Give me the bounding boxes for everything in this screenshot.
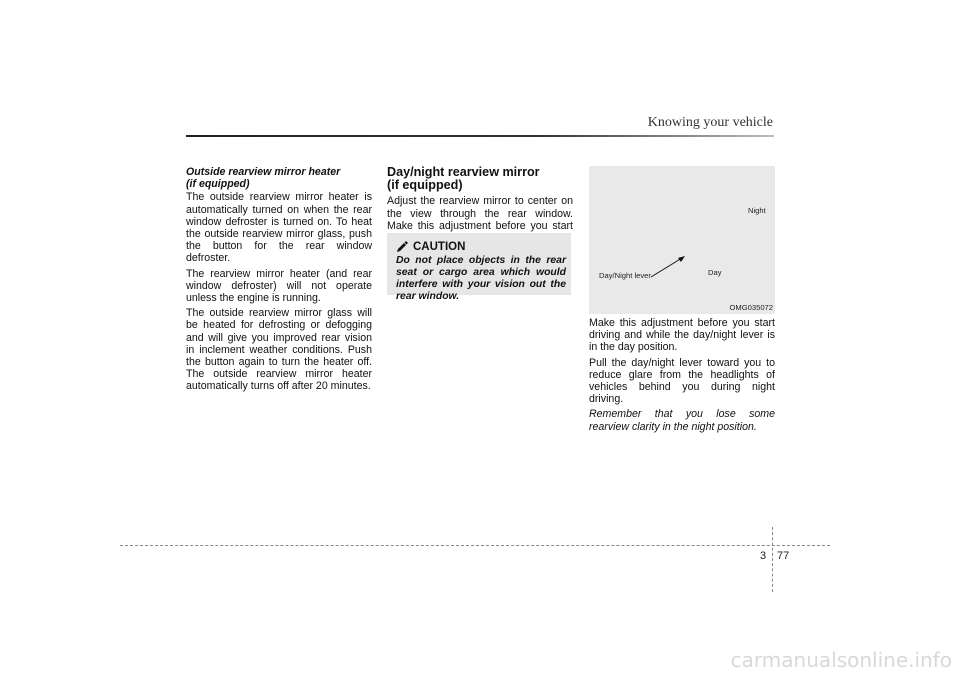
- section-title: Knowing your vehicle: [647, 115, 773, 130]
- paragraph: The outside rearview mirror heater is automatically turned on when the rear window defroster is turned on. To heat the outside rearview mirror glass, push the button for the rear window defroster.: [186, 191, 372, 265]
- header-rule: [186, 135, 774, 137]
- caution-pencil-icon: [396, 241, 408, 253]
- heading-day-night-mirror: [387, 166, 573, 192]
- column-mirror-heater: [186, 166, 372, 396]
- paragraph: The rearview mirror heater (and rear window defroster) will not operate unless the engine is running.: [186, 267, 372, 305]
- footer-divider: [772, 527, 773, 592]
- footer-rule: [120, 545, 830, 546]
- label-day: Day: [708, 268, 722, 277]
- watermark: carmanualsonline.info: [730, 648, 952, 672]
- section-number: 3: [760, 550, 767, 562]
- heading-line-2: (if equipped): [387, 178, 463, 193]
- caution-header: [396, 241, 465, 253]
- paragraph: Adjust the rearview mirror to center on the view through the rear window. Make this adjustment before you start: [387, 195, 573, 232]
- paragraph: Pull the day/night lever toward you to reduce glare from the headlights of vehicles behind you during night driving.: [589, 356, 775, 406]
- italic-note: Remember that you lose some rearview clarity in the night position.: [589, 408, 775, 433]
- mirror-figure: [589, 166, 775, 314]
- label-day-night-lever: Day/Night lever: [599, 271, 651, 280]
- caution-body: Do not place objects in the rear seat or cargo area which would interfere with your vision out the rear window.: [396, 255, 566, 302]
- paragraph: The outside rearview mirror glass will be heated for defrosting or defogging and will give you improved rear vision in inclement weather conditions. Push the button again to turn the heater off. The outside rearview mirror heater automatically turns off after 20 minutes.: [186, 307, 372, 393]
- paragraph: Make this adjustment before you start driving and while the day/night lever is in the day position.: [589, 317, 775, 354]
- label-night: Night: [748, 206, 766, 215]
- figure-code: OMG035072: [729, 303, 773, 312]
- caution-title: CAUTION: [413, 241, 466, 253]
- heading-line-1: Day/night rearview mirror: [387, 165, 540, 179]
- subheading-mirror-heater: Outside rearview mirror heater: [186, 166, 341, 178]
- page-number: 77: [777, 550, 790, 562]
- subheading-note: (if equipped): [186, 178, 250, 191]
- caution-box: [387, 233, 571, 302]
- column-mirror-instructions: [589, 317, 775, 436]
- lever-arrow: [589, 166, 775, 314]
